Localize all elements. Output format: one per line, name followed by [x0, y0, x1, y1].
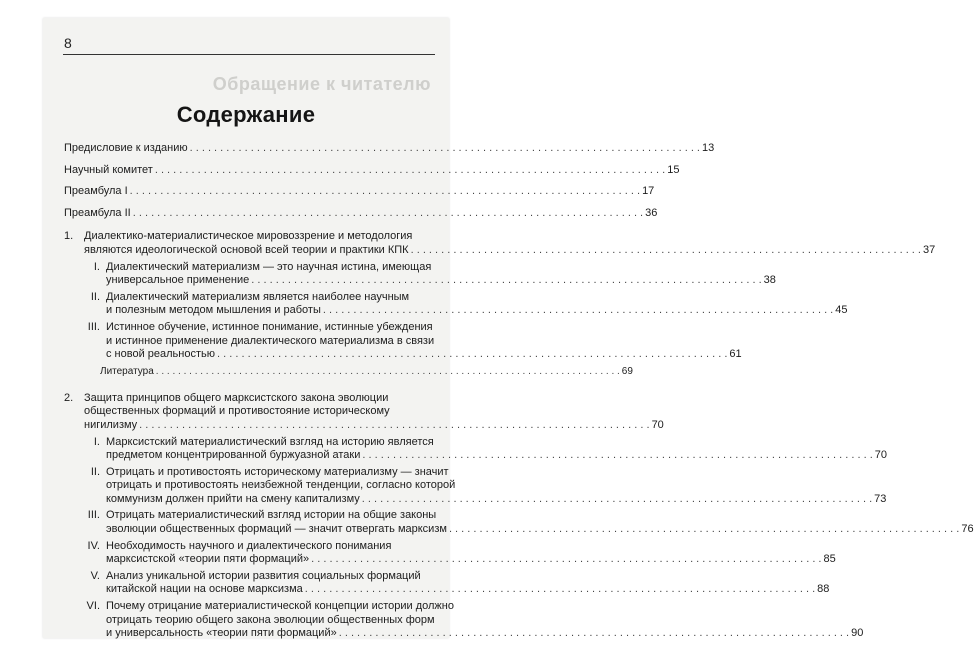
section-body [106, 466, 886, 507]
section-numeral: III. [87, 509, 100, 522]
toc-chapter-1[interactable] [64, 230, 936, 257]
toc-section[interactable] [64, 435, 888, 463]
leader-dots [362, 449, 872, 463]
section-numeral: I. [93, 260, 100, 273]
toc-section[interactable] [64, 509, 974, 536]
section-title-last-line [106, 274, 776, 288]
page-number: 8 [64, 35, 72, 51]
section-title-last-line [106, 553, 836, 567]
section-title-text: марксистской «теории пяти формаций» [106, 553, 310, 566]
section-title-text: эволюции общественных формаций — значит отвергать марксизм [106, 523, 447, 536]
section-page: 70 [874, 449, 888, 462]
toc-section[interactable] [64, 539, 836, 567]
section-page: 45 [835, 304, 848, 317]
literature-page: 69 [621, 365, 633, 377]
toc-entry-title: Предисловие к изданию [64, 142, 188, 154]
section-title-text: предметом концентрированной буржуазной атаки [106, 449, 361, 462]
chapter-body [84, 392, 664, 433]
section-title-text: китайской нации на основе марксизма [106, 583, 303, 596]
toc-title: Содержание [176, 102, 316, 127]
section-title-line: Отрицать материалистический взгляд истории на общие законы [106, 509, 437, 522]
section-page: 38 [763, 274, 776, 287]
section-title-last-line [106, 304, 848, 318]
section-title-line: Диалектический материализм является наиболее научным [106, 290, 410, 303]
section-body [106, 570, 829, 597]
toc-section[interactable] [64, 260, 776, 288]
section-title-text: с новой реальностью [106, 348, 216, 361]
chapter-number: 1. [64, 230, 74, 243]
section-title-line: Диалектический материализм — это научная истина, имеющая [106, 260, 432, 273]
chapter-title-last-line [84, 419, 664, 433]
section-body [106, 540, 836, 567]
literature-title: Литература [100, 365, 154, 377]
chapter-title-last-line [84, 244, 935, 258]
chapter-title-text: являются идеологической основой всей теории и практики КПК [84, 243, 409, 256]
toc-entry[interactable] [64, 142, 715, 156]
toc-entry[interactable] [64, 163, 680, 178]
literature-line [100, 365, 633, 378]
toc-entry-page: 17 [642, 185, 655, 198]
chapter-title-line: общественных формаций и противостояние историческому [84, 405, 390, 418]
toc-entry[interactable] [64, 185, 655, 199]
leader-dots [217, 348, 727, 362]
section-body [106, 261, 776, 288]
leader-dots [133, 207, 643, 221]
bleed-through-heading: Обращение к читателю [212, 74, 431, 94]
section-numeral: III. [87, 320, 100, 333]
section-numeral: VI. [86, 600, 100, 613]
leader-dots [156, 365, 620, 379]
section-title-line: Необходимость научного и диалектического понимания [106, 539, 392, 552]
section-title-last-line [106, 449, 887, 463]
toc-entry-title: Преамбула I [64, 185, 128, 198]
section-title-text: коммунизм должен прийти на смену капитализму [106, 492, 360, 505]
section-title-line: и истинное применение диалектического материализма в связи [106, 334, 435, 347]
section-page: 61 [729, 348, 742, 361]
section-page: 90 [851, 627, 864, 640]
toc-literature[interactable] [64, 365, 633, 378]
chapter-number: 2. [64, 391, 74, 404]
toc-entry-title: Научный комитет [64, 163, 153, 176]
section-page: 73 [874, 492, 887, 505]
section-numeral: IV. [87, 539, 100, 552]
section-title-line: отрицать теорию общего закона эволюции общественных форм [106, 613, 435, 626]
toc-entry-title: Преамбула II [64, 206, 131, 219]
chapter-title-text: нигилизму [84, 418, 138, 431]
chapter-title-line: Диалектико-материалистическое мировоззрение и методология [84, 230, 413, 243]
chapter-body [84, 230, 935, 257]
section-title-text: универсальное применение [106, 274, 250, 287]
section-body [106, 509, 974, 536]
chapter-page: 37 [922, 243, 936, 256]
section-title-last-line [106, 348, 742, 362]
header-rule [63, 54, 435, 55]
toc-section[interactable] [64, 465, 887, 507]
toc-section[interactable] [64, 569, 830, 597]
leader-dots [130, 185, 640, 199]
toc-chapter-2[interactable] [64, 391, 664, 433]
leader-dots [362, 493, 872, 507]
section-title-last-line [106, 523, 974, 537]
section-title-last-line [106, 493, 886, 507]
section-title-line: Почему отрицание материалистической концепции истории должно [106, 600, 454, 613]
section-numeral: V. [90, 569, 100, 582]
table-of-contents [64, 142, 974, 641]
leader-dots [139, 419, 649, 433]
section-page: 85 [823, 553, 836, 566]
book-page [43, 18, 974, 640]
section-title-last-line [106, 583, 829, 597]
section-body [106, 436, 887, 463]
toc-section[interactable] [64, 600, 864, 641]
section-title-line: Отрицать и противостоять историческому материализму — значит [106, 465, 449, 478]
section-numeral: I. [93, 435, 100, 448]
section-title-text: и универсальность «теории пяти формаций» [106, 627, 337, 640]
leader-dots [411, 244, 921, 258]
section-title-line: Истинное обучение, истинное понимание, истинные убеждения [106, 320, 433, 333]
section-title-text: и полезным методом мышления и работы [106, 304, 321, 317]
section-page: 76 [961, 523, 974, 536]
section-numeral: II. [90, 290, 100, 303]
section-title-line: отрицать и противостоять неизбежной тенденции, согласно которой [106, 479, 456, 492]
leader-dots [190, 142, 700, 156]
leader-dots [311, 553, 821, 567]
section-body [106, 291, 848, 318]
leader-dots [305, 583, 815, 597]
toc-entry-page: 13 [702, 142, 715, 154]
section-body [106, 321, 742, 362]
toc-entry[interactable] [64, 206, 658, 221]
leader-dots [339, 627, 849, 641]
leader-dots [155, 164, 665, 178]
section-title-last-line [106, 627, 863, 641]
leader-dots [323, 304, 833, 318]
leader-dots [251, 274, 761, 288]
section-numeral: II. [90, 465, 100, 478]
toc-section[interactable] [64, 320, 742, 362]
toc-entry-page: 36 [645, 206, 658, 219]
leader-dots [449, 523, 959, 537]
toc-section[interactable] [64, 290, 848, 318]
chapter-page: 70 [651, 418, 664, 431]
section-title-line: Анализ уникальной истории развития социальных формаций [106, 569, 421, 582]
section-title-line: Марксистский материалистический взгляд на историю является [106, 435, 434, 448]
toc-entry-page: 15 [667, 163, 680, 176]
chapter-title-line: Защита принципов общего марксистского закона эволюции [84, 391, 389, 404]
section-body [106, 600, 863, 641]
section-page: 88 [817, 583, 830, 596]
